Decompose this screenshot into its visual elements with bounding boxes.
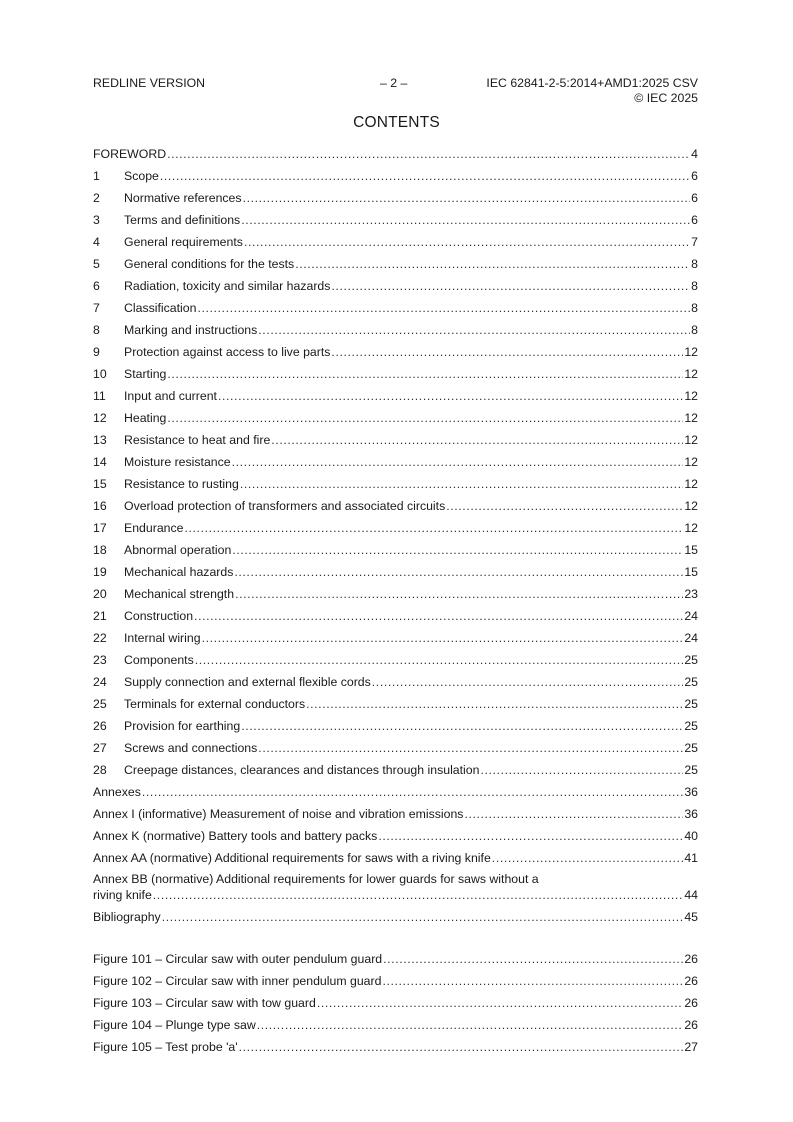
toc-entry-clause-5[interactable] <box>93 253 698 275</box>
toc-entry-label: Construction <box>124 609 194 623</box>
header-standard-id <box>486 76 698 106</box>
toc-entry-page: 25 <box>684 719 698 733</box>
figure-entry-page: 26 <box>684 1018 698 1032</box>
toc-entry-number: 28 <box>93 763 107 777</box>
toc-entry-number: 22 <box>93 631 107 645</box>
toc-entry-clause-17[interactable] <box>93 517 698 539</box>
toc-entry-number: 9 <box>93 345 100 359</box>
header-page-number: – 2 – <box>380 76 408 90</box>
toc-entry-label: Classification <box>124 301 197 315</box>
toc-entry-page: 24 <box>684 631 698 645</box>
toc-entry-number: 12 <box>93 411 107 425</box>
header-copyright: © IEC 2025 <box>634 91 698 105</box>
leader-dots <box>382 970 683 992</box>
toc-entry-clause-25[interactable] <box>93 693 698 715</box>
toc-entry-number: 21 <box>93 609 107 623</box>
leader-dots <box>257 1014 684 1036</box>
toc-entry-bibliography[interactable] <box>93 906 698 928</box>
figure-entry-103[interactable] <box>93 992 698 1014</box>
toc-entry-clause-11[interactable] <box>93 385 698 407</box>
leader-dots <box>241 209 690 231</box>
leader-dots <box>383 948 683 970</box>
toc-entry-page: 36 <box>684 807 698 821</box>
toc-entry-label: Marking and instructions <box>124 323 258 337</box>
toc-entry-label: Annexes <box>93 785 141 799</box>
toc-entry-number: 15 <box>93 477 107 491</box>
toc-entry-label: Mechanical strength <box>124 587 235 601</box>
toc-entry-number: 14 <box>93 455 107 469</box>
toc-entry-page: 23 <box>684 587 698 601</box>
figure-entry-page: 26 <box>684 996 698 1010</box>
toc-entry-clause-13[interactable] <box>93 429 698 451</box>
toc-entry-clause-28[interactable] <box>93 759 698 781</box>
toc-entry-number: 10 <box>93 367 107 381</box>
toc-entry-label: Normative references <box>124 191 242 205</box>
toc-entry-label: Heating <box>124 411 167 425</box>
toc-entry-label: Input and current <box>124 389 217 403</box>
figure-entry-101[interactable] <box>93 948 698 970</box>
toc-entry-label: Endurance <box>124 521 184 535</box>
toc-entry-label: Scope <box>124 169 159 183</box>
toc-entry-clause-15[interactable] <box>93 473 698 495</box>
toc-entry-clause-23[interactable] <box>93 649 698 671</box>
toc-entry-label: Protection against access to live parts <box>124 345 331 359</box>
figure-entry-page: 26 <box>684 952 698 966</box>
leader-dots <box>331 341 683 363</box>
toc-entry-page: 12 <box>684 345 698 359</box>
toc-entry-page: 8 <box>691 257 698 271</box>
toc-entry-label: Annex AA (normative) Additional requirements for saws with a riving knife <box>93 851 491 865</box>
leader-dots <box>258 737 683 759</box>
toc-entry-label: Supply connection and external flexible cords <box>124 675 371 689</box>
leader-dots <box>331 275 690 297</box>
toc-entry-page: 7 <box>691 235 698 249</box>
leader-dots <box>235 583 683 605</box>
toc-entry-clause-14[interactable] <box>93 451 698 473</box>
leader-dots <box>184 517 683 539</box>
toc-entry-label: Terms and definitions <box>124 213 241 227</box>
toc-entry-label: Internal wiring <box>124 631 201 645</box>
toc-entry-number: 2 <box>93 191 100 205</box>
leader-dots <box>243 187 691 209</box>
toc-entry-label: General conditions for the tests <box>124 257 295 271</box>
toc-entry-label: Annex BB (normative) Additional requirements for lower guards for saws without a <box>93 872 539 886</box>
toc-entry-number: 5 <box>93 257 100 271</box>
toc-entry-page: 8 <box>691 301 698 315</box>
toc-entry-page: 25 <box>684 653 698 667</box>
toc-entry-annexes[interactable] <box>93 781 698 803</box>
toc-entry-label: Creepage distances, clearances and distances through insulation <box>124 763 480 777</box>
toc-entry-clause-20[interactable] <box>93 583 698 605</box>
toc-entry-number: 13 <box>93 433 107 447</box>
toc-entry-page: 25 <box>684 741 698 755</box>
toc-entry-label: Starting <box>124 367 167 381</box>
toc-entry-clause-19[interactable] <box>93 561 698 583</box>
leader-dots <box>167 407 683 429</box>
toc-entry-page: 40 <box>684 829 698 843</box>
page-title: CONTENTS <box>353 114 440 131</box>
toc-entry-number: 18 <box>93 543 107 557</box>
toc-entry-label: Components <box>124 653 194 667</box>
toc-entry-label: Annex I (informative) Measurement of noise and vibration emissions <box>93 807 464 821</box>
toc-entry-page: 44 <box>684 888 698 902</box>
toc-entry-page: 12 <box>684 389 698 403</box>
leader-dots <box>167 363 683 385</box>
toc-entry-number: 1 <box>93 169 100 183</box>
leader-dots <box>194 605 683 627</box>
toc-entry-page: 15 <box>684 565 698 579</box>
figure-entry-label: Figure 103 – Circular saw with tow guard <box>93 996 316 1010</box>
leader-dots <box>234 561 683 583</box>
toc-entry-clause-8[interactable] <box>93 319 698 341</box>
leader-dots <box>197 297 690 319</box>
table-of-contents <box>93 143 698 1058</box>
leader-dots <box>241 715 683 737</box>
leader-dots <box>239 1036 684 1058</box>
toc-entry-page: 8 <box>691 323 698 337</box>
leader-dots <box>378 825 683 847</box>
leader-dots <box>153 887 684 903</box>
leader-dots <box>306 693 683 715</box>
toc-entry-clause-18[interactable] <box>93 539 698 561</box>
leader-dots <box>232 451 684 473</box>
toc-entry-clause-10[interactable] <box>93 363 698 385</box>
toc-entry-number: 26 <box>93 719 107 733</box>
toc-entry-clause-6[interactable] <box>93 275 698 297</box>
leader-dots <box>160 165 690 187</box>
toc-entry-page: 4 <box>691 147 698 161</box>
figure-entry-page: 27 <box>684 1040 698 1054</box>
toc-entry-page: 12 <box>684 499 698 513</box>
toc-entry-clause-4[interactable] <box>93 231 698 253</box>
leader-dots <box>271 429 683 451</box>
toc-entry-label: Terminals for external conductors <box>124 697 306 711</box>
toc-entry-number: 7 <box>93 301 100 315</box>
figure-entry-104[interactable] <box>93 1014 698 1036</box>
toc-entry-page: 12 <box>684 477 698 491</box>
leader-dots <box>317 992 684 1014</box>
toc-entry-label: Moisture resistance <box>124 455 231 469</box>
toc-entry-label: Abnormal operation <box>124 543 232 557</box>
leader-dots <box>218 385 683 407</box>
toc-entry-number: 20 <box>93 587 107 601</box>
toc-entry-label: Provision for earthing <box>124 719 241 733</box>
toc-entry-clause-9[interactable] <box>93 341 698 363</box>
toc-entry-label: Mechanical hazards <box>124 565 234 579</box>
figure-entry-label: Figure 104 – Plunge type saw <box>93 1018 256 1032</box>
leader-dots <box>240 473 683 495</box>
figure-entry-label: Figure 101 – Circular saw with outer pendulum guard <box>93 952 383 966</box>
toc-entry-number: 16 <box>93 499 107 513</box>
toc-entry-page: 41 <box>684 851 698 865</box>
leader-dots <box>195 649 684 671</box>
page-header <box>93 76 698 108</box>
toc-entry-page: 25 <box>684 697 698 711</box>
toc-entry-clause-16[interactable] <box>93 495 698 517</box>
toc-entry-foreword[interactable] <box>93 143 698 165</box>
toc-entry-label: Radiation, toxicity and similar hazards <box>124 279 331 293</box>
toc-entry-page: 25 <box>684 763 698 777</box>
toc-entry-clause-3[interactable] <box>93 209 698 231</box>
section-gap <box>93 928 698 948</box>
toc-entry-number: 23 <box>93 653 107 667</box>
toc-entry-annex-bb[interactable] <box>93 872 698 906</box>
leader-dots <box>142 781 683 803</box>
toc-entry-page: 12 <box>684 521 698 535</box>
toc-entry-label: Annex K (normative) Battery tools and battery packs <box>93 829 378 843</box>
toc-entry-label: Resistance to rusting <box>124 477 239 491</box>
figure-entry-105[interactable] <box>93 1036 698 1058</box>
toc-entry-page: 36 <box>684 785 698 799</box>
toc-entry-page: 24 <box>684 609 698 623</box>
toc-entry-number: 24 <box>93 675 107 689</box>
leader-dots <box>258 319 690 341</box>
toc-entry-number: 6 <box>93 279 100 293</box>
toc-entry-page: 15 <box>684 543 698 557</box>
toc-entry-page: 6 <box>691 191 698 205</box>
toc-entry-number: 8 <box>93 323 100 337</box>
toc-entry-page: 6 <box>691 169 698 183</box>
toc-entry-number: 4 <box>93 235 100 249</box>
toc-entry-annex-i[interactable] <box>93 803 698 825</box>
toc-entry-label: Screws and connections <box>124 741 258 755</box>
toc-entry-clause-7[interactable] <box>93 297 698 319</box>
toc-entry-annex-k[interactable] <box>93 825 698 847</box>
toc-entry-label: General requirements <box>124 235 243 249</box>
toc-entry-annex-aa[interactable] <box>93 847 698 869</box>
toc-entry-clause-1[interactable] <box>93 165 698 187</box>
figure-entry-page: 26 <box>684 974 698 988</box>
toc-entry-label-continued: riving knife <box>93 888 152 902</box>
toc-entry-clause-27[interactable] <box>93 737 698 759</box>
header-version-label: REDLINE VERSION <box>93 76 206 90</box>
toc-entry-clause-24[interactable] <box>93 671 698 693</box>
toc-entry-page: 45 <box>684 910 698 924</box>
leader-dots <box>167 143 690 165</box>
toc-entry-number: 25 <box>93 697 107 711</box>
figure-entry-label: Figure 105 – Test probe 'a' <box>93 1040 238 1054</box>
leader-dots <box>372 671 684 693</box>
toc-entry-page: 12 <box>684 367 698 381</box>
toc-entry-number: 17 <box>93 521 107 535</box>
toc-entry-clause-21[interactable] <box>93 605 698 627</box>
toc-entry-label: Bibliography <box>93 910 161 924</box>
toc-entry-page: 12 <box>684 433 698 447</box>
toc-entry-page: 25 <box>684 675 698 689</box>
toc-entry-label: FOREWORD <box>93 147 167 161</box>
toc-entry-label: Resistance to heat and fire <box>124 433 271 447</box>
leader-dots <box>446 495 683 517</box>
figure-entry-102[interactable] <box>93 970 698 992</box>
leader-dots <box>295 253 690 275</box>
toc-entry-page: 12 <box>684 411 698 425</box>
toc-entry-number: 11 <box>93 389 106 403</box>
toc-entry-clause-26[interactable] <box>93 715 698 737</box>
leader-dots <box>232 539 683 561</box>
toc-entry-page: 12 <box>684 455 698 469</box>
leader-dots <box>202 627 684 649</box>
toc-entry-number: 3 <box>93 213 100 227</box>
leader-dots <box>492 847 684 869</box>
leader-dots <box>244 231 690 253</box>
toc-entry-clause-12[interactable] <box>93 407 698 429</box>
header-standard-number: IEC 62841-2-5:2014+AMD1:2025 CSV <box>486 76 698 90</box>
toc-entry-number: 27 <box>93 741 107 755</box>
leader-dots <box>162 906 684 928</box>
toc-entry-page: 6 <box>691 213 698 227</box>
toc-entry-page: 8 <box>691 279 698 293</box>
toc-entry-clause-2[interactable] <box>93 187 698 209</box>
leader-dots <box>464 803 683 825</box>
toc-entry-number: 19 <box>93 565 107 579</box>
toc-entry-label: Overload protection of transformers and associated circuits <box>124 499 446 513</box>
toc-entry-clause-22[interactable] <box>93 627 698 649</box>
figure-entry-label: Figure 102 – Circular saw with inner pendulum guard <box>93 974 382 988</box>
leader-dots <box>480 759 683 781</box>
